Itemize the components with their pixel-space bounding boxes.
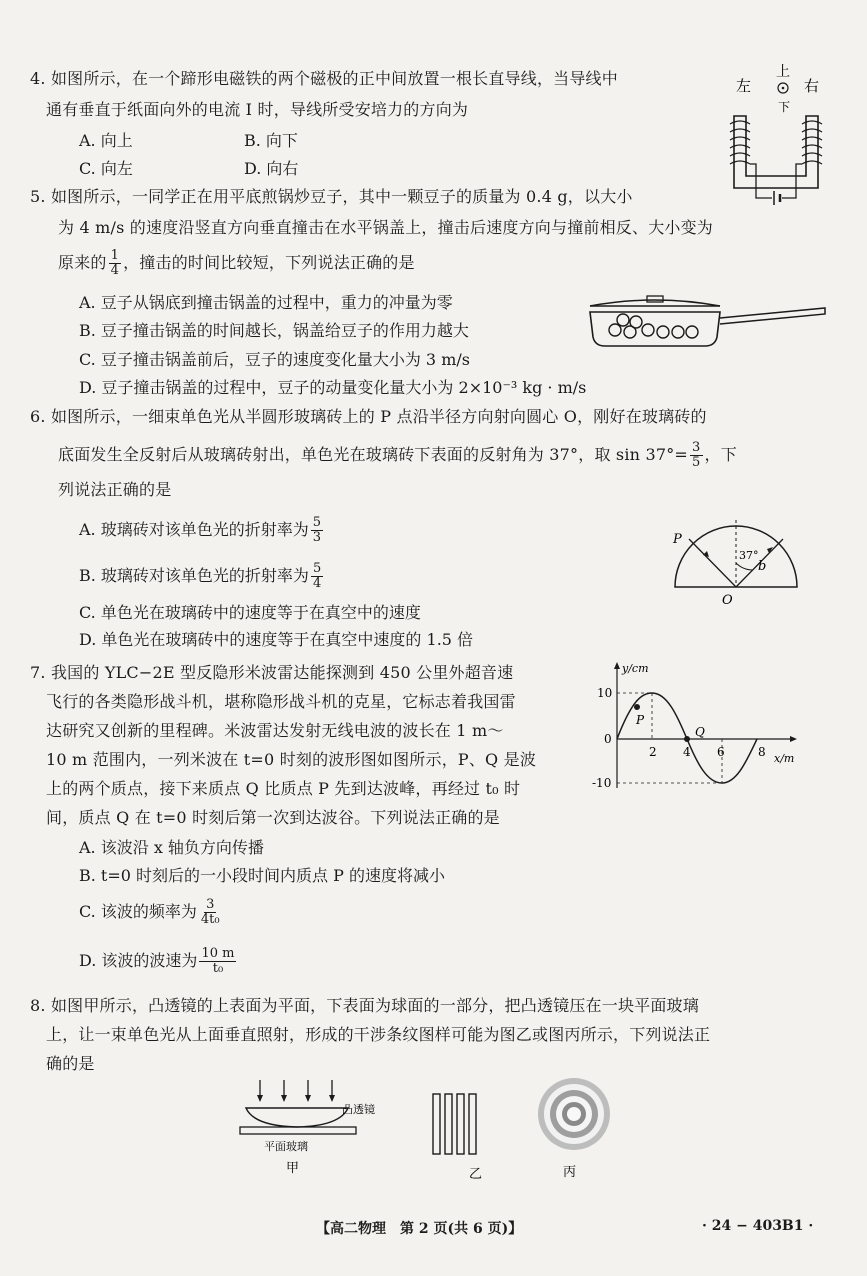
q8-stem-line3: 确的是 [46, 1054, 95, 1073]
page-footer-title: 【高二物理 第 2 页(共 6 页)】 [316, 1221, 523, 1237]
page-footer-code: · 24 − 403B1 · [702, 1218, 814, 1234]
q7-y-tick-neg10: -10 [592, 776, 612, 790]
q7-stem-line5: 上的两个质点，接下来质点 Q 比质点 P 先到达波峰，再经过 t₀ 时 [46, 779, 521, 798]
q7-y-label: y/cm [622, 662, 649, 675]
q8-stripes [433, 1094, 476, 1154]
q5-frying-pan-figure [585, 292, 830, 350]
q8-flat-glass [240, 1127, 356, 1134]
q4-electromagnet-figure [726, 58, 826, 208]
q7-y-tick-0: 0 [604, 732, 612, 746]
q4-fig-down-label: 下 [778, 100, 791, 114]
q7-label-p: P [636, 713, 645, 727]
q6-option-c: C. 单色光在玻璃砖中的速度等于在真空中的速度 [79, 603, 421, 622]
q8-yi-label: 乙 [469, 1167, 483, 1182]
q7-stem-line3: 达研究又创新的里程碑。米波雷达发射无线电波的波长在 1 m～ [46, 721, 504, 740]
q4-fig-up-label: 上 [776, 64, 790, 80]
q7-x-label: x/m [774, 752, 795, 765]
q4-option-b: B. 向下 [244, 131, 298, 150]
q4-left-coil [730, 121, 750, 164]
q6-angle-label: 37° [739, 549, 759, 562]
q4-fig-left-label: 左 [736, 77, 752, 95]
q6-sin-fraction: $\frac{3}{5}$ [692, 440, 701, 470]
q8-lens-figure-jia [232, 1078, 402, 1176]
q4-option-d: D. 向右 [244, 159, 299, 178]
q8-stripe-pattern-yi [425, 1090, 505, 1182]
q5-stem-line2: 为 4 m/s 的速度沿竖直方向垂直撞击在水平锅盖上，撞击后速度方向与撞前相反、大小变为 [58, 218, 714, 237]
q7-option-d: D. 该波的波速为 $\frac{10 m}{\text{t₀}}$ [79, 946, 235, 976]
q6-point-p: P [673, 532, 682, 547]
q7-stem-line2: 飞行的各类隐形战斗机，堪称隐形战斗机的克星，它标志着我国雷 [46, 692, 516, 711]
q8-bing-label: 丙 [563, 1165, 577, 1180]
q6-stem-line1: 6. 如图所示，一细束单色光从半圆形玻璃砖上的 P 点沿半径方向射向圆心 O，刚好在玻璃砖的 [30, 407, 707, 426]
q6-stem-line3: 列说法正确的是 [58, 480, 172, 499]
q7-x-tick-6: 6 [717, 745, 725, 759]
q5-stem3-prefix: 原来的 [58, 253, 107, 272]
q5-stem-line3 [58, 249, 415, 278]
q5-stem3-suffix: ，撞击的时间比较短，下列说法正确的是 [123, 253, 415, 272]
q6-option-a: A. 玻璃砖对该单色光的折射率为 $\frac{5}{3}$ [79, 515, 322, 545]
q4-u-magnet [734, 116, 818, 188]
q8-lens-label: 凸透镜 [342, 1103, 375, 1116]
q8-light-arrows [260, 1080, 332, 1098]
q6-option-d: D. 单色光在玻璃砖中的速度等于在真空中速度的 1.5 倍 [79, 630, 474, 649]
q7-option-c: C. 该波的频率为 $\frac{3}{\text{4t₀}}$ [79, 897, 220, 927]
q7-x-tick-2: 2 [649, 745, 657, 759]
q6-stem2-suffix: ，下 [704, 445, 737, 464]
q8-jia-label: 甲 [286, 1161, 300, 1176]
q7-stem-line1: 7. 我国的 YLC−2E 型反隐形米波雷达能探测到 450 公里外超音速 [30, 663, 514, 682]
q5-stem-line1: 5. 如图所示，一同学正在用平底煎锅炒豆子，其中一颗豆子的质量为 0.4 g，以大小 [30, 187, 633, 206]
q6-point-o: O [722, 593, 733, 608]
q5-pan-lid [590, 300, 720, 306]
q8-glass-label: 平面玻璃 [264, 1140, 308, 1153]
q5-fraction: $\frac{1}{4}$ [110, 248, 120, 278]
q7-point-q [684, 736, 690, 742]
q8-convex-lens [246, 1108, 348, 1127]
q7-x-tick-4: 4 [683, 745, 691, 759]
q6-incident-ray [689, 539, 736, 587]
q4-option-c: C. 向左 [79, 159, 133, 178]
q8-stem-line1: 8. 如图甲所示，凸透镜的上表面为平面，下表面为球面的一部分，把凸透镜压在一块平面玻璃 [30, 996, 699, 1015]
q5-option-d: D. 豆子撞击锅盖的过程中，豆子的动量变化量大小为 2×10⁻³ kg · m/s [79, 378, 587, 397]
q7-option-a: A. 该波沿 x 轴负方向传播 [79, 838, 264, 857]
q5-option-c: C. 豆子撞击锅盖前后，豆子的速度变化量大小为 3 m/s [79, 350, 470, 369]
q5-pan-handle [720, 308, 825, 324]
q6-option-b: B. 玻璃砖对该单色光的折射率为 $\frac{5}{4}$ [79, 561, 322, 591]
q6-stem-line2 [58, 441, 737, 470]
q8-ring-pattern-bing [530, 1074, 620, 1180]
q6-semicircle-glass-figure [665, 515, 810, 610]
q4-stem-line2: 通有垂直于纸面向外的电流 I 时，导线所受安培力的方向为 [46, 100, 469, 119]
q6-stem2-prefix: 底面发生全反射后从玻璃砖射出，单色光在玻璃砖下表面的反射角为 37°，取 sin 37°= [58, 445, 689, 464]
q7-option-b: B. t=0 时刻后的一小段时间内质点 P 的速度将减小 [79, 866, 445, 885]
q7-y-tick-10: 10 [597, 686, 613, 700]
q7-x-tick-8: 8 [758, 745, 766, 759]
q7-point-p [634, 704, 640, 710]
q4-right-coil [802, 121, 822, 164]
q7-label-q: Q [695, 725, 705, 739]
q6-ray-b: b [758, 559, 767, 574]
q5-beans [609, 314, 698, 338]
q4-stem-line1: 4. 如图所示，在一个蹄形电磁铁的两个磁极的正中间放置一根长直导线，当导线中 [30, 69, 618, 88]
q8-stem-line2: 上，让一束单色光从上面垂直照射，形成的干涉条纹图样可能为图乙或图丙所示，下列说法正 [46, 1025, 711, 1044]
q7-stem-line6: 间，质点 Q 在 t=0 时刻后第一次到达波谷。下列说法正确的是 [46, 808, 500, 827]
q7-stem-line4: 10 m 范围内，一列米波在 t=0 时刻的波形图如图所示，P、Q 是波 [46, 750, 537, 769]
q5-option-b: B. 豆子撞击锅盖的时间越长，锅盖给豆子的作用力越大 [79, 321, 469, 340]
q5-lid-knob [647, 296, 663, 302]
q4-option-a: A. 向上 [79, 131, 133, 150]
q5-option-a: A. 豆子从锅底到撞击锅盖的过程中，重力的冲量为零 [79, 293, 453, 312]
q4-fig-right-label: 右 [804, 77, 820, 95]
q7-waveform-figure [592, 660, 802, 800]
